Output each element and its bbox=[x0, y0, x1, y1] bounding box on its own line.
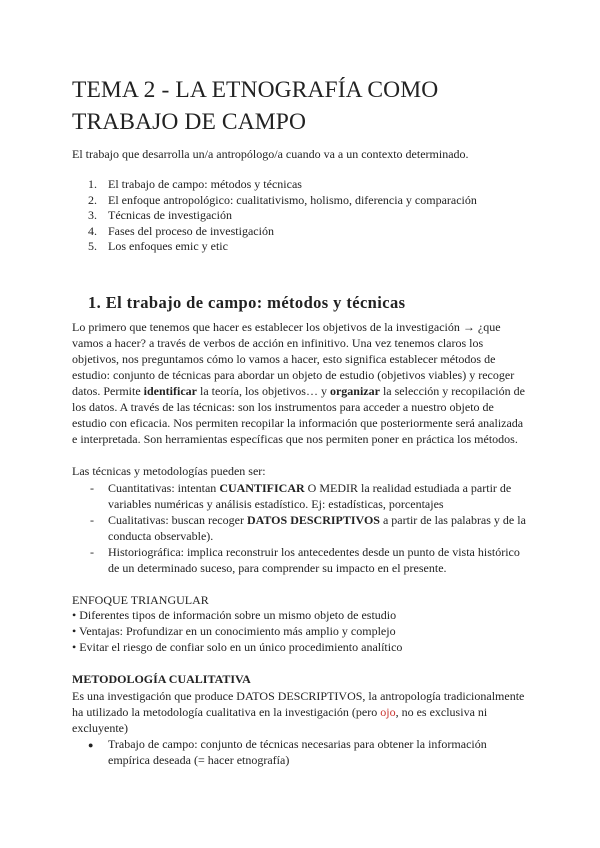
toc-number: 5. bbox=[88, 239, 97, 253]
toc-item bbox=[88, 208, 477, 224]
list-item: • Evitar el riesgo de confiar solo en un único procedimiento analítico bbox=[72, 640, 403, 654]
techniques-intro: Las técnicas y metodologías pueden ser: bbox=[72, 464, 266, 478]
toc-item bbox=[88, 239, 477, 255]
text-run: Es una investigación que produce DATOS DESCRIPTIVOS, la antropología tradicionalmente ha utilizado la metodología cualitativa en la investigación (pero bbox=[72, 689, 525, 719]
list-item-text bbox=[108, 480, 530, 512]
dash-marker: - bbox=[90, 481, 94, 495]
text-run: Lo primero que tenemos que hacer es establecer los objetivos de la investigación → ¿que vamos a hacer? a través de verbos de acción en infinitivo. Una vez tenemos claros los objetivos, nos preguntamos cómo lo vamos a hacer, esto significa establecer métodos de estudio: conjunto de técnicas para abordar un objeto de estudio (objetivos viables) y recoger datos. Permite bbox=[72, 320, 515, 398]
toc-item bbox=[88, 177, 477, 193]
toc-text: Los enfoques emic y etic bbox=[108, 239, 228, 253]
toc-text: El trabajo de campo: métodos y técnicas bbox=[108, 177, 302, 191]
intro-text: El trabajo que desarrolla un/a antropólogo/a cuando va a un contexto determinado. bbox=[72, 147, 469, 161]
text-run: la teoría, los objetivos… y bbox=[196, 384, 330, 398]
list-item: • Ventajas: Profundizar en un conocimiento más amplio y complejo bbox=[72, 624, 396, 638]
bold-term: DATOS DESCRIPTIVOS bbox=[246, 513, 380, 527]
table-of-contents bbox=[88, 177, 477, 255]
enfoque-heading: ENFOQUE TRIANGULAR bbox=[72, 593, 209, 607]
bold-term: identificar bbox=[143, 384, 197, 398]
dash-marker: - bbox=[90, 545, 94, 559]
text-run: a partir de las palabras y de la conducta observable). bbox=[108, 513, 526, 543]
toc-item bbox=[88, 193, 477, 209]
page-title: TEMA 2 - LA ETNOGRAFÍA COMO TRABAJO DE CAMPO bbox=[72, 77, 439, 135]
list-item bbox=[88, 736, 518, 768]
list-item-text bbox=[108, 544, 530, 576]
list-item-text: Trabajo de campo: conjunto de técnicas necesarias para obtener la información empírica deseada (= hacer etnografía) bbox=[108, 737, 487, 767]
bold-term: CUANTIFICAR bbox=[219, 481, 305, 495]
metodologia-heading: METODOLOGÍA CUALITATIVA bbox=[72, 672, 251, 686]
list-item bbox=[90, 480, 530, 512]
text-run: la selección y recopilación de los datos. A través de las técnicas: son los instrumentos para acceder a nuestro objeto de estudio con eficacia. Nos permiten recopilar la información que posteriormente será analizada e interpretada. Son herramientas específicas que nos permiten poner en práctica los métodos. bbox=[72, 384, 525, 446]
list-item: • Diferentes tipos de información sobre un mismo objeto de estudio bbox=[72, 608, 397, 622]
bold-term: organizar bbox=[329, 384, 380, 398]
toc-text: Técnicas de investigación bbox=[108, 208, 232, 222]
methods-paragraph bbox=[72, 319, 527, 447]
dash-marker: - bbox=[90, 513, 94, 527]
text-run: Historiográfica: implica reconstruir los antecedentes desde un punto de vista histórico de un determinado suceso, para comprender su impacto en el presente. bbox=[108, 545, 520, 575]
enfoque-list bbox=[72, 607, 402, 655]
list-item bbox=[90, 544, 530, 576]
text-run: , no es exclusiva ni excluyente) bbox=[72, 705, 488, 735]
toc-number: 1. bbox=[88, 177, 97, 191]
text-run: O MEDIR la realidad estudiada a partir de variables numéricas y análisis estadístico. Ej: estadísticas, porcentajes bbox=[108, 481, 512, 511]
text-run: Cualitativas: buscan recoger bbox=[108, 513, 247, 527]
list-item bbox=[90, 512, 530, 544]
section-heading: 1. El trabajo de campo: métodos y técnicas bbox=[88, 293, 406, 312]
techniques-list bbox=[90, 480, 530, 576]
accent-word: ojo bbox=[380, 705, 396, 719]
toc-text: Fases del proceso de investigación bbox=[108, 223, 274, 238]
toc-number: 2. bbox=[88, 192, 97, 207]
bullet-marker: ● bbox=[88, 740, 94, 750]
text-run: Cuantitativas: intentan bbox=[108, 481, 220, 495]
toc-text: El enfoque antropológico: cualitativismo, holismo, diferencia y comparación bbox=[108, 192, 477, 207]
toc-number: 4. bbox=[88, 223, 97, 238]
toc-item bbox=[88, 224, 477, 240]
metodologia-paragraph bbox=[72, 688, 527, 736]
list-item-text bbox=[108, 512, 530, 544]
toc-number: 3. bbox=[88, 208, 97, 222]
bullet-list bbox=[88, 736, 518, 768]
